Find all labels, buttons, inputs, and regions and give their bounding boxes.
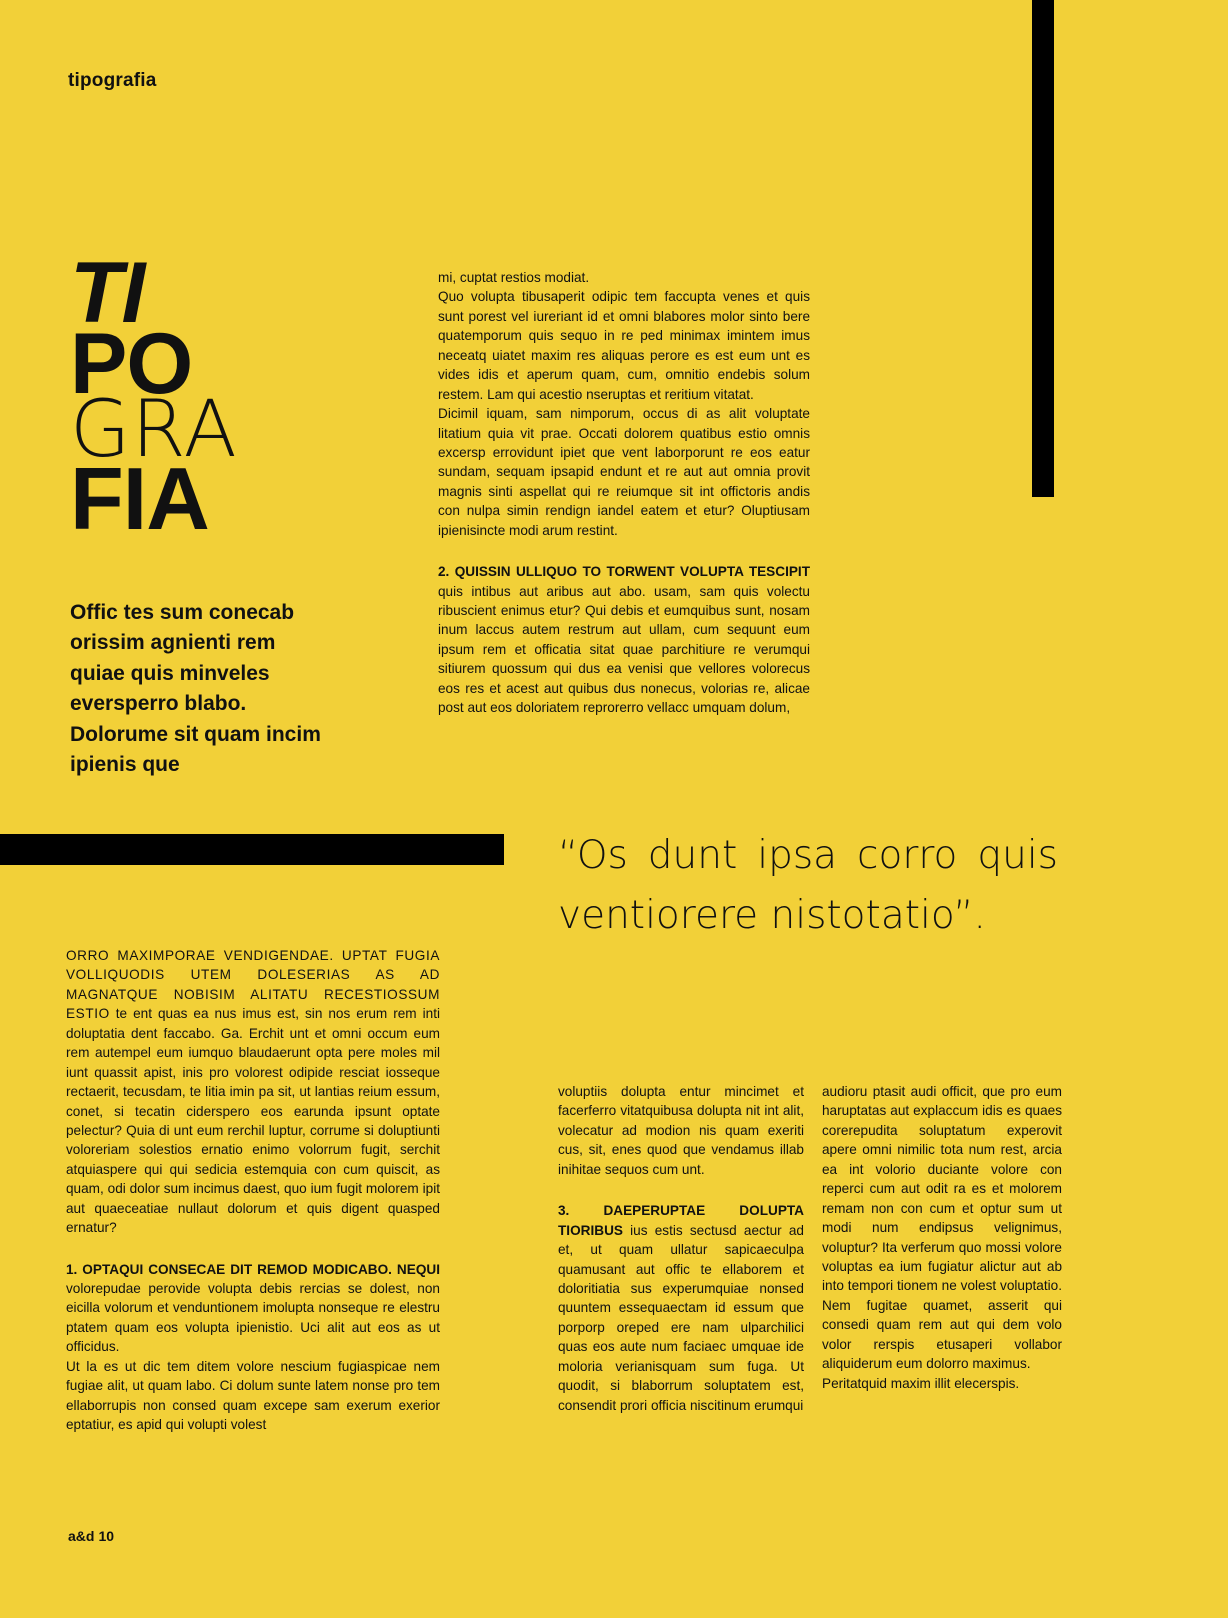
- footer: [68, 1528, 114, 1544]
- paragraph: mi, cuptat restios modiat.: [438, 270, 590, 285]
- section-heading-3: 3. DAEPERUPTAE DOLUPTA TIORIBUS: [558, 1203, 804, 1238]
- paragraph: voluptiis dolupta entur mincimet et facerferro vitatquibusa dolupta nit int alit, volecatur ad modion nis quam exeriti cus, sit, enes quod que vendamus illab inihitae sequos cum unt.: [558, 1084, 804, 1177]
- paragraph: Quo volupta tibusaperit odipic tem faccupta venes et quis sunt porest vel iureriant id et omni blabores molor sinto bere quatemporum quis sequo in re ped minimax imintem imus neceatq uiatet maxim res aliquas perore es est eum unt es vides idis et aperum quam, cum, omnitio endebis solum restem. Lam qui acestio nseruptas et reritium vitatat.: [438, 289, 810, 402]
- section-body-3: ius estis sectusd aectur ad et, ut quam ullatur sapicaeculpa quamusant aut offic te ellaborem et doloritiatia sus experumquiae nonsed quuntem essequaectam id essum que porporp oreped ere nam ulparchilici quas eos aute num faciaec umquae ide moloria verianisquam sum fuga. Ut quodit, si blaborrum soluptatem est, consendit prori officia niscitinum erumqui: [558, 1222, 804, 1413]
- section-body-1: volorepudae perovide volupta debis rercias se dolest, non eicilla volorum et venduntionem imolupta nonseque re elestru ptatem quam eos volupta ipienistio. Uci alit aut eos as ut officidus.: [66, 1281, 440, 1355]
- paragraph-with-heading: [438, 562, 810, 718]
- lead-body-text: te ent quas ea nus imus est, sin nos erum rem inti doluptatia dent faccabo. Ga. Erchit unt et omni occum eum rem autempel eum iumquo blaudaerunt opta pere moles mil iunt quassit apist, inis pro volorest odipide resciat iosseque rectaerit, tecusdam, te litia imin pa sit, ut lantias reium essum, conet, si tecatin ciderspero eos earunda ipsunt optate pelectur? Quia di unt eum rerchil luptur, corrume si doluptiunti voloreriam solestios ernatio enimo volorrum fugit, serchit atquiaspere qui qui sedicia estemquia con cum quiscit, as quam, odi dolor sum incimus daest, quo ium fugit molorem ipit aut quaeceatiae nullaut dolorum et quis digent quasped ernatur?: [66, 1006, 440, 1236]
- paragraph: audioru ptasit audi officit, que pro eum haruptatas aut explaccum idis es quaes corerepudita soluptatum experovit apere omni nimilic tota num rest, arcia ea int volorio duciante volore con reperci cum aut odit ra es et molorem remam non con cum et optur sum ut modi num endipsus velignimus, voluptur? Ita verferum quo mossi volore voluptas ea ium fugiatur alictur aut ab into tempori tionem ne volest voluptatio. Nem fugitae quamet, asserit qui consedi quam rem aut qui dem volo volor rerspis etusaperi vollabor aliquiderum eum dolorro maximus.: [822, 1084, 1062, 1372]
- section-heading-1: 1. OPTAQUI CONSECAE DIT REMOD MODICABO. NEQUI: [66, 1261, 440, 1277]
- footer-label: a&d: [68, 1528, 95, 1544]
- paragraph: Dicimil iquam, sam nimporum, occus di as alit voluptate litatium quia vit prae. Occati dolorem quatibus estio omnis excersp errovidunt ipiet que vent laborporunt re eos eatur sundam, sequam ipsapid endunt et re aut aut omnia provit magnis sinti aspellat qui re reiumque sit int offictoris andis con nulpa simin rendign iandel eatem et etur? Oluptiusam ipienisincte modi arum restint.: [438, 406, 810, 538]
- paragraph-with-heading: [66, 1260, 440, 1357]
- decorative-vertical-bar: [1032, 0, 1054, 497]
- standfirst-text: Offic tes sum conecab orissim agnienti rem quiae quis minveles eversperro blabo. Dolorume sit quam incim ipienis que: [70, 601, 321, 777]
- body-column-bottom-left: [66, 946, 440, 1435]
- paragraph: Ut la es ut dic tem ditem volore nescium fugiaspicae nem fugiae alit, ut quam labo. Ci dolum sunte latem nonse pro tem ellaborrupis non consed quam excepe sam exerum exerior eptatiur, es apid qui volupti volest: [66, 1358, 440, 1433]
- section-heading-2: 2. QUISSIN ULLIQUO TO TORWENT VOLUPTA TESCIPIT: [438, 564, 810, 580]
- red-pullquote-line-2: [843, 0, 880, 96]
- paragraph-with-heading: [558, 1201, 804, 1415]
- page-title-line-3: GRA: [70, 385, 238, 476]
- paragraph: Peritatquid maxim illit elecerspis.: [822, 1375, 1020, 1391]
- decorative-horizontal-bar: [0, 834, 504, 865]
- body-column-bottom-right: [822, 1082, 1062, 1393]
- lead-caps-text: ORRO MAXIMPORAE VENDIGENDAE. UPTAT FUGIA VOLLIQUODIS UTEM DOLESERIAS AS AD MAGNATQUE NOBISIM ALITATU RECESTIOSSUM ESTIO: [66, 948, 440, 1022]
- page-title-line-4: FIA: [70, 448, 209, 548]
- lead-paragraph: [66, 946, 440, 1238]
- page-title-line-2: PO: [70, 315, 193, 412]
- body-column-bottom-middle: [558, 1082, 804, 1415]
- masthead: tipografia: [68, 70, 157, 91]
- red-pullquote-line-1: [806, 0, 843, 96]
- page-title-line-1: TI: [70, 245, 145, 341]
- section-body-2: quis intibus aut aribus aut abo. usam, sam quis volectu ribuscient enimus etur? Qui debis et eumquibus sunt, nosam inum laccus autem restrum aut ullam, cum sequunt eum ipsum rem et officatia sitat quae parchitiure re verumqui sitiurem quossum qui dus ea venisi que vellores volorecus eos res et acest aut quibus dus nonecus, volorias re, alicae post aut eos doloriatem reprorerro vellacc umquam dolum,: [438, 583, 810, 716]
- red-vertical-pullquote: [806, 0, 879, 96]
- page-number: 10: [98, 1528, 115, 1544]
- body-column-top-right: [438, 268, 810, 718]
- main-pullquote: “Os dunt ipsa corro quis ventiorere nistotatio”.: [558, 833, 1058, 939]
- page-title: [70, 245, 400, 548]
